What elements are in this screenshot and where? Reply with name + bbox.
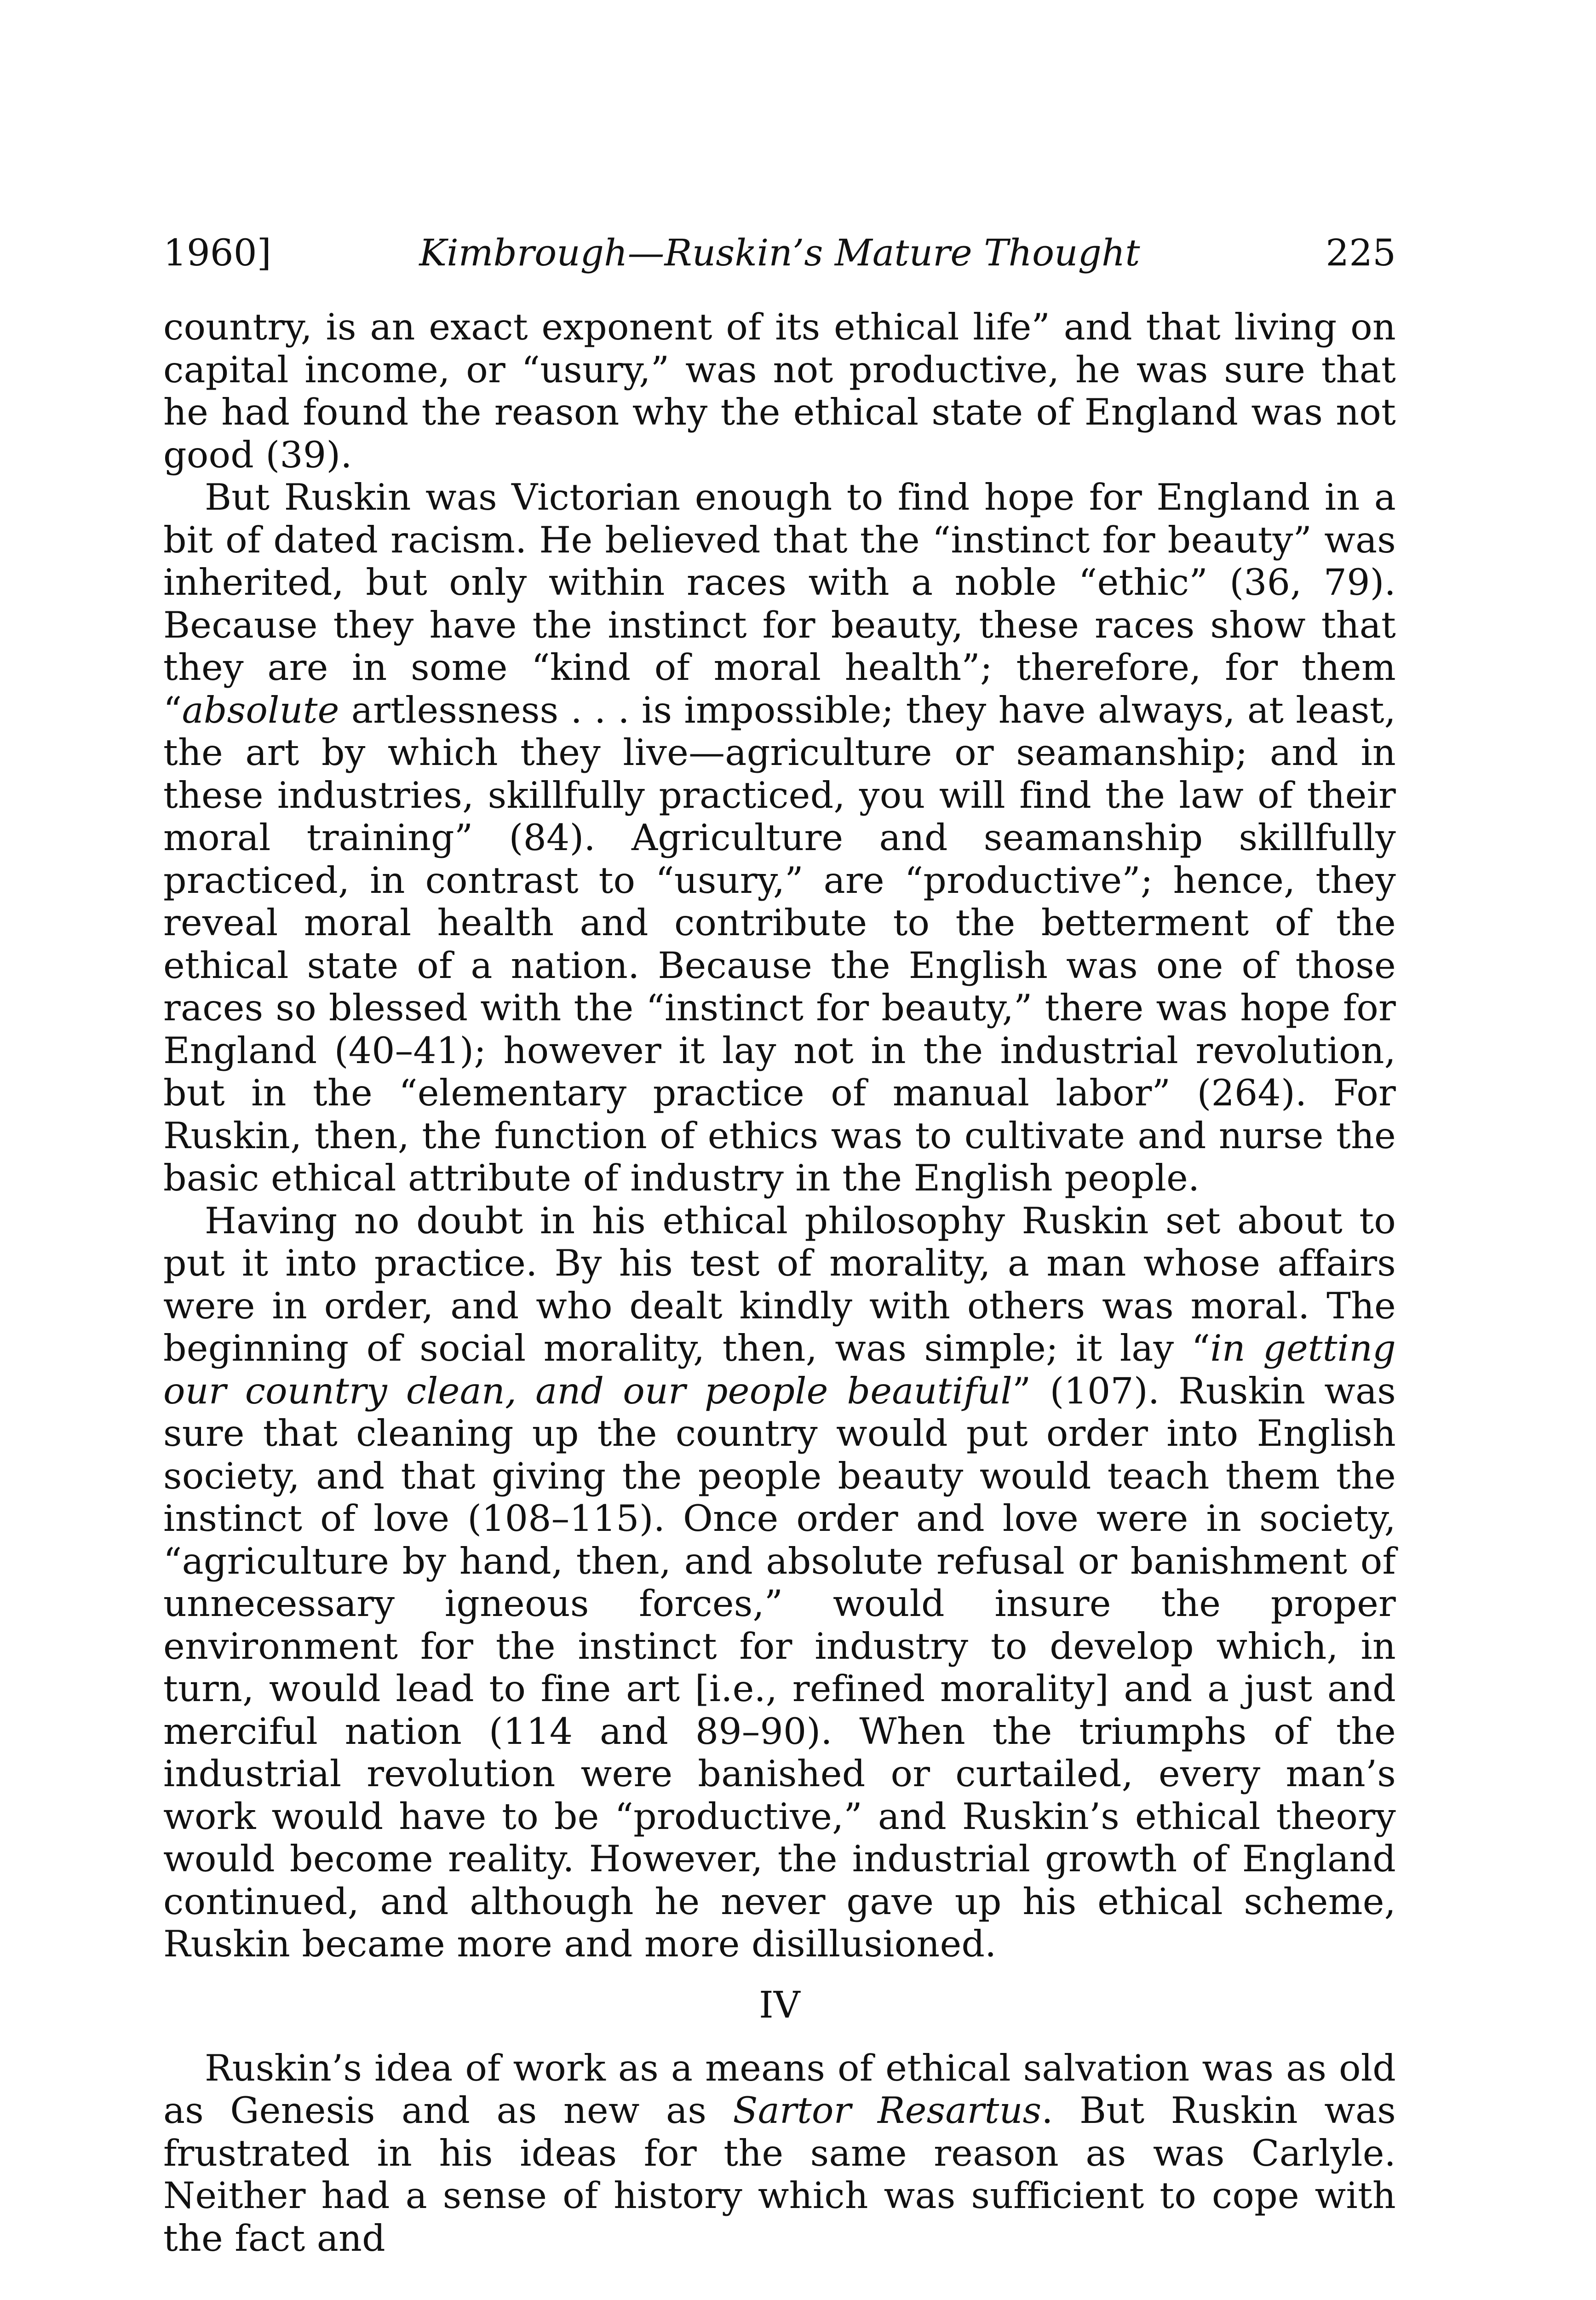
paragraph-4-italic: Sartor Resartus [733,2089,1042,2132]
paragraph-1: country, is an exact exponent of its ethical life” and that living on capital income, or “usury,” was not productive, he was sure that he had found the reason why the ethical state of England was not good (39). [163,306,1396,476]
paragraph-4-text-c: . But Ruskin was frustrated in his ideas for the same reason as was Carlyle. Neither had a sense of history which was sufficient to cope with the fact and [163,2089,1396,2260]
paragraph-3-text-a: Having no doubt in his ethical philosophy Ruskin set about to put it into practice. By his test of morality, a man whose affairs were in order, and who dealt kindly with others was moral. The beginning of social morality, then, was simple; it lay “ [163,1199,1396,1369]
paragraph-2-text-c: artlessness . . . is impossible; they have always, at least, the art by which they live—agriculture or seamanship; and in these industries, skillfully practiced, you will find the law of their moral training” (84). Agriculture and seamanship skillfully practiced, in contrast to “usury,” are “productive”; hence, they reveal moral health and contribute to the betterment of the ethical state of a nation. Because the English was one of those races so blessed with the “instinct for beauty,” there was hope for England (40–41); however it lay not in the industrial revolution, but in the “elementary practice of manual labor” (264). For Ruskin, then, the function of ethics was to cultivate and nurse the basic ethical attribute of industry in the English people. [163,689,1396,1199]
header-year: 1960] [163,231,271,274]
paragraph-2-text-a: But Ruskin was Victorian enough to find hope for England in a bit of dated racism. He believed that the “instinct for beauty” was inherited, but only within races with a noble “ethic” (36, 79). Because they have the instinct for beauty, these races show that they are in some “kind of moral health”; therefore, for them “ [163,476,1396,731]
page-number: 225 [1326,231,1396,274]
running-head [163,228,1396,278]
paragraph-3 [163,1200,1396,1966]
paragraph-2 [163,476,1396,1200]
running-title: Kimbrough—Ruskin’s Mature Thought [419,231,1140,274]
body-text [163,306,1396,2260]
paragraph-3-text-c: ” (107). Ruskin was sure that cleaning up the country would put order into English society, and that giving the people beauty would teach them the instinct of love (108–115). Once order and love were in society, “agriculture by hand, then, and absolute refusal or banishment of unnecessary igneous forces,” would insure the proper environment for the instinct for industry to develop which, in turn, would lead to fine art [i.e., refined morality] and a just and merciful nation (114 and 89–90). When the triumphs of the industrial revolution were banished or curtailed, every man’s work would have to be “productive,” and Ruskin’s ethical theory would become reality. However, the industrial growth of England continued, and although he never gave up his ethical scheme, Ruskin became more and more disillusioned. [163,1369,1396,1965]
paragraph-4 [163,2047,1396,2260]
paragraph-2-italic: absolute [182,689,339,731]
paragraph-4-text-a: Ruskin’s idea of work as a means of ethical salvation was as old as Genesis and as new as [163,2047,1396,2132]
section-number: IV [759,1983,800,2026]
paragraph-3-italic: in getting our country clean, and our people beautiful [163,1327,1396,1412]
